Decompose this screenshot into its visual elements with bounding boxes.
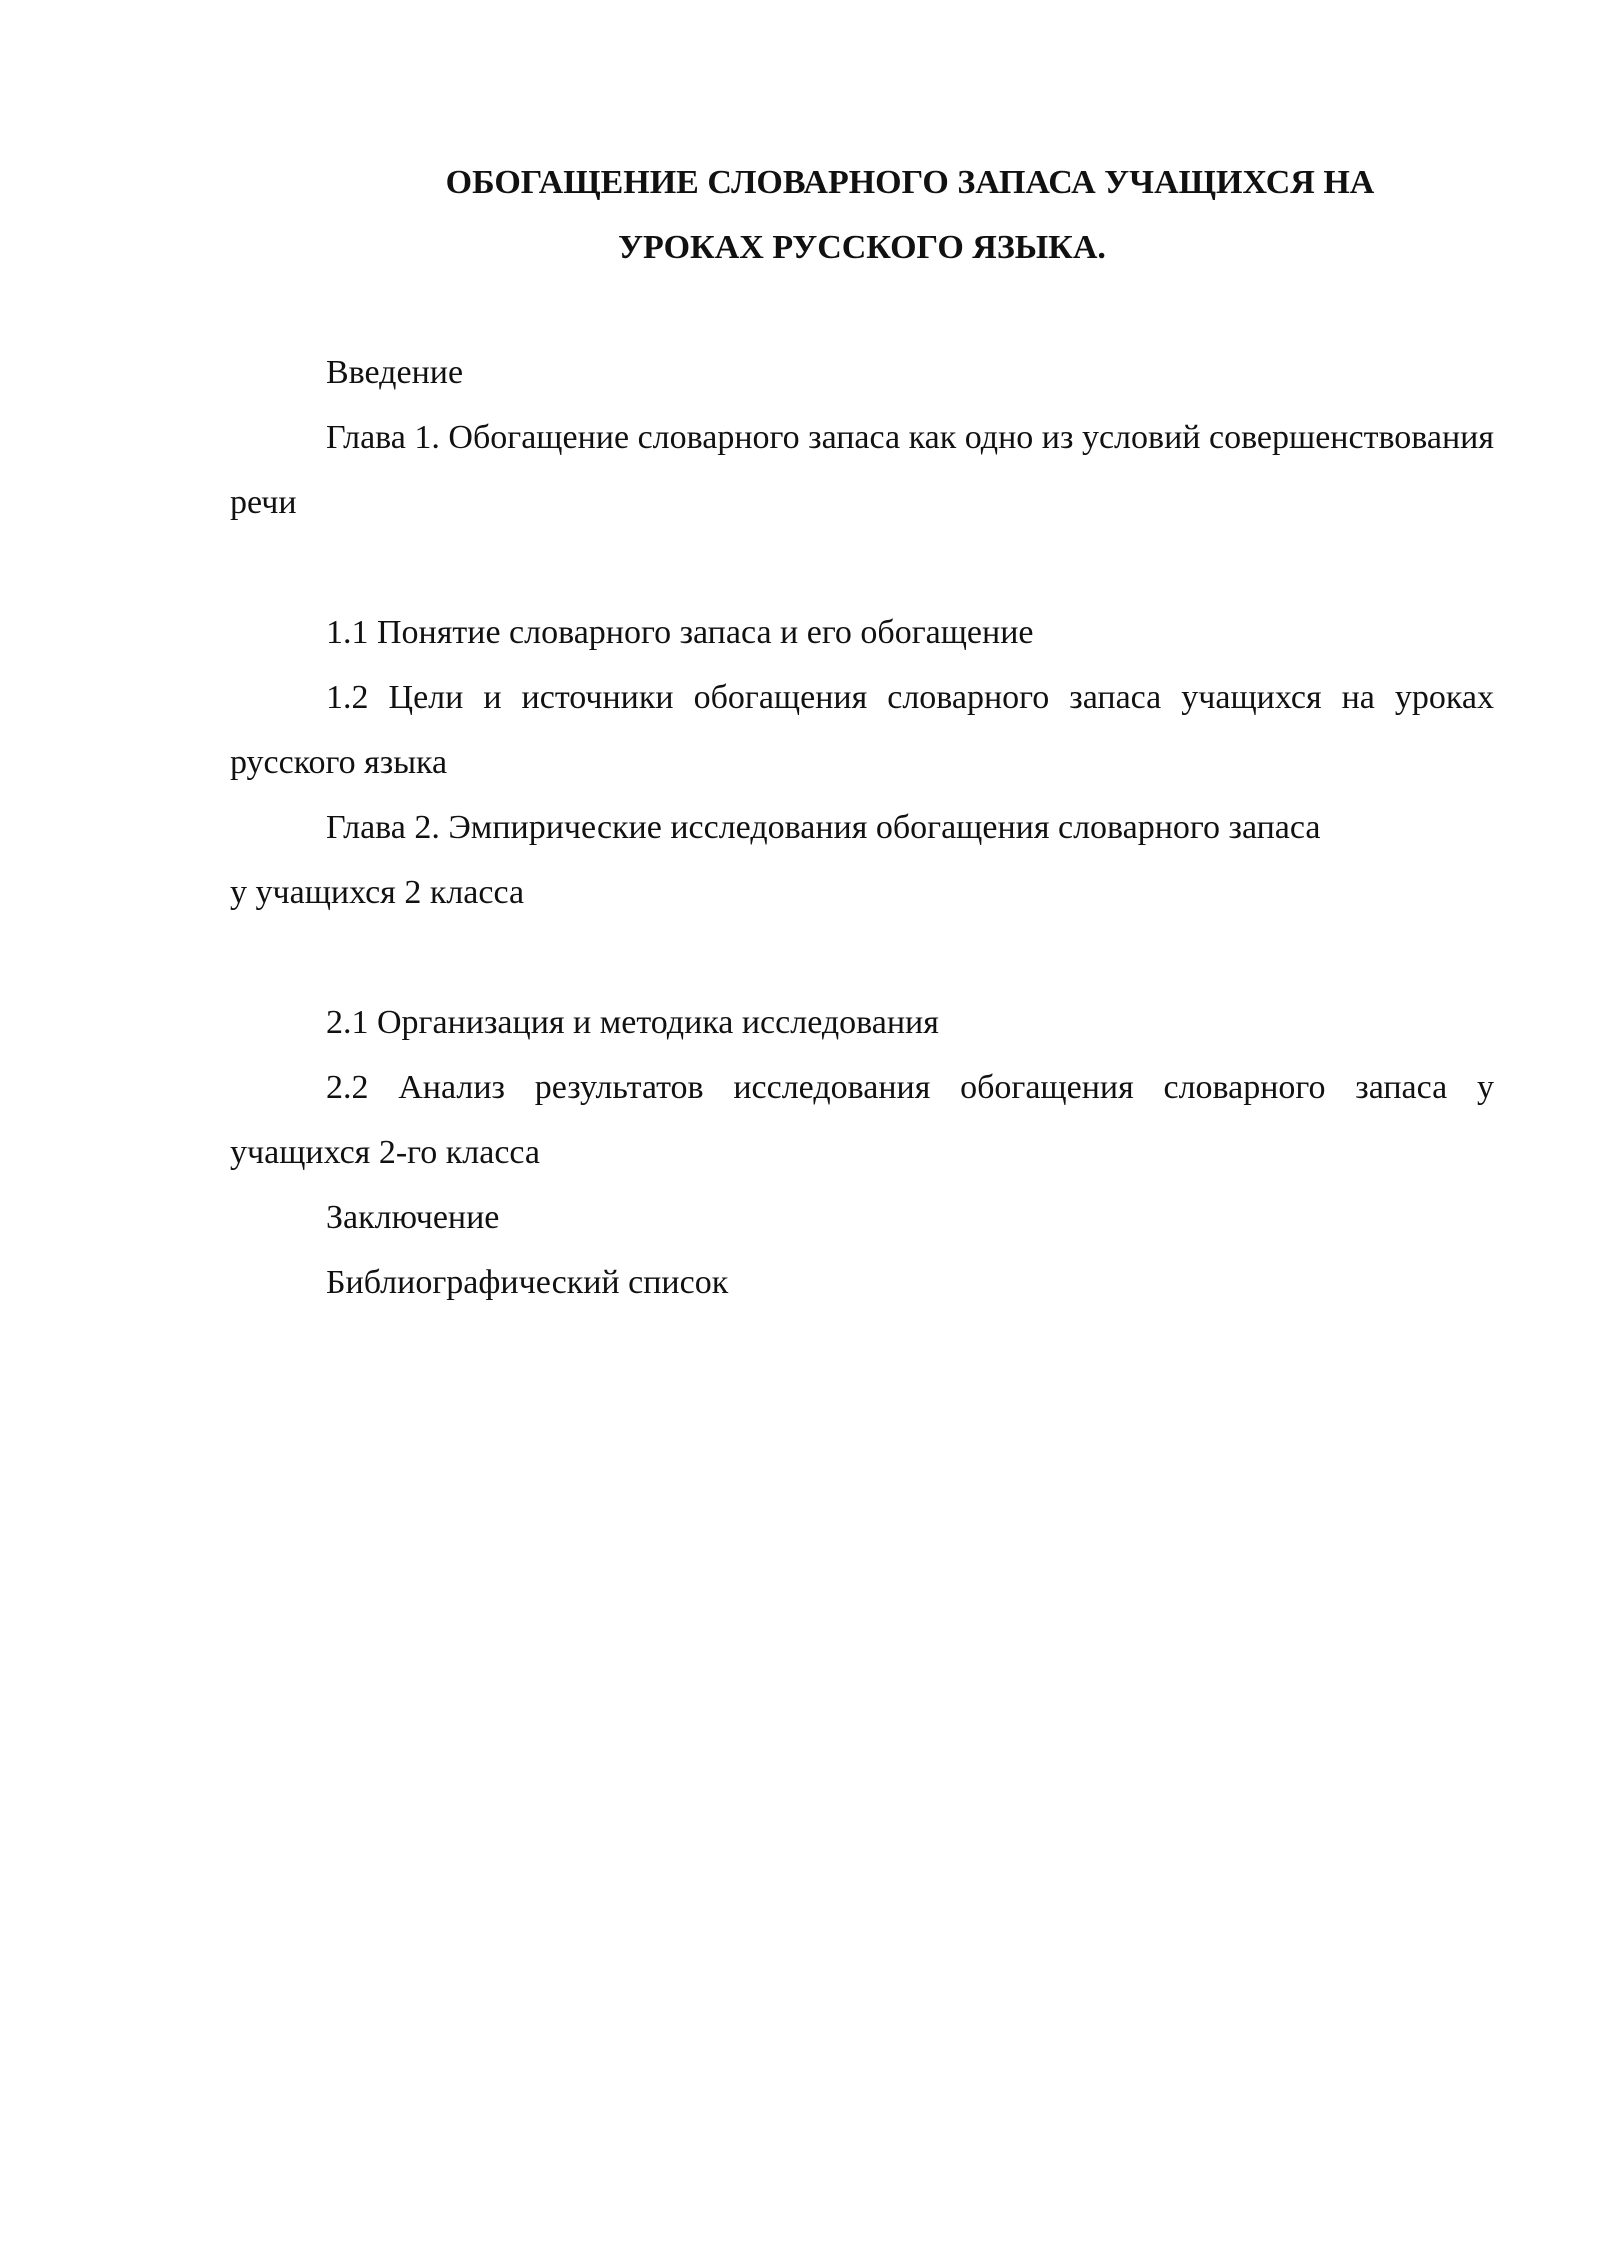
table-of-contents (230, 340, 1494, 1315)
toc-spacer (230, 925, 1494, 990)
toc-chapter-2-line-2: у учащихся 2 класса (230, 874, 525, 911)
toc-section-1-2: 1.2 Цели и источники обогащения словарного запаса учащихся на уроках русского языка (230, 679, 1494, 781)
document-page (230, 0, 1494, 2262)
toc-spacer (230, 535, 1494, 600)
toc-chapter-1: Глава 1. Обогащение словарного запаса как одно из условий совершенствования речи (230, 419, 1494, 521)
toc-conclusion: Заключение (326, 1199, 500, 1236)
toc-section-2-1: 2.1 Организация и методика исследования (326, 1004, 939, 1041)
title-line-2: УРОКАХ РУССКОГО ЯЗЫКА. (618, 229, 1106, 266)
toc-section-1-1: 1.1 Понятие словарного запаса и его обогащение (326, 614, 1034, 651)
toc-chapter-2-line-1: Глава 2. Эмпирические исследования обогащения словарного запаса (326, 809, 1321, 846)
toc-chapter-2 (230, 795, 1494, 925)
title-line-1: ОБОГАЩЕНИЕ СЛОВАРНОГО ЗАПАСА УЧАЩИХСЯ НА (445, 164, 1375, 201)
toc-introduction: Введение (326, 354, 464, 391)
document-title (230, 150, 1494, 280)
toc-section-2-2: 2.2 Анализ результатов исследования обогащения словарного запаса у учащихся 2-го класса (230, 1069, 1494, 1171)
toc-bibliography: Библиографический список (326, 1264, 729, 1301)
